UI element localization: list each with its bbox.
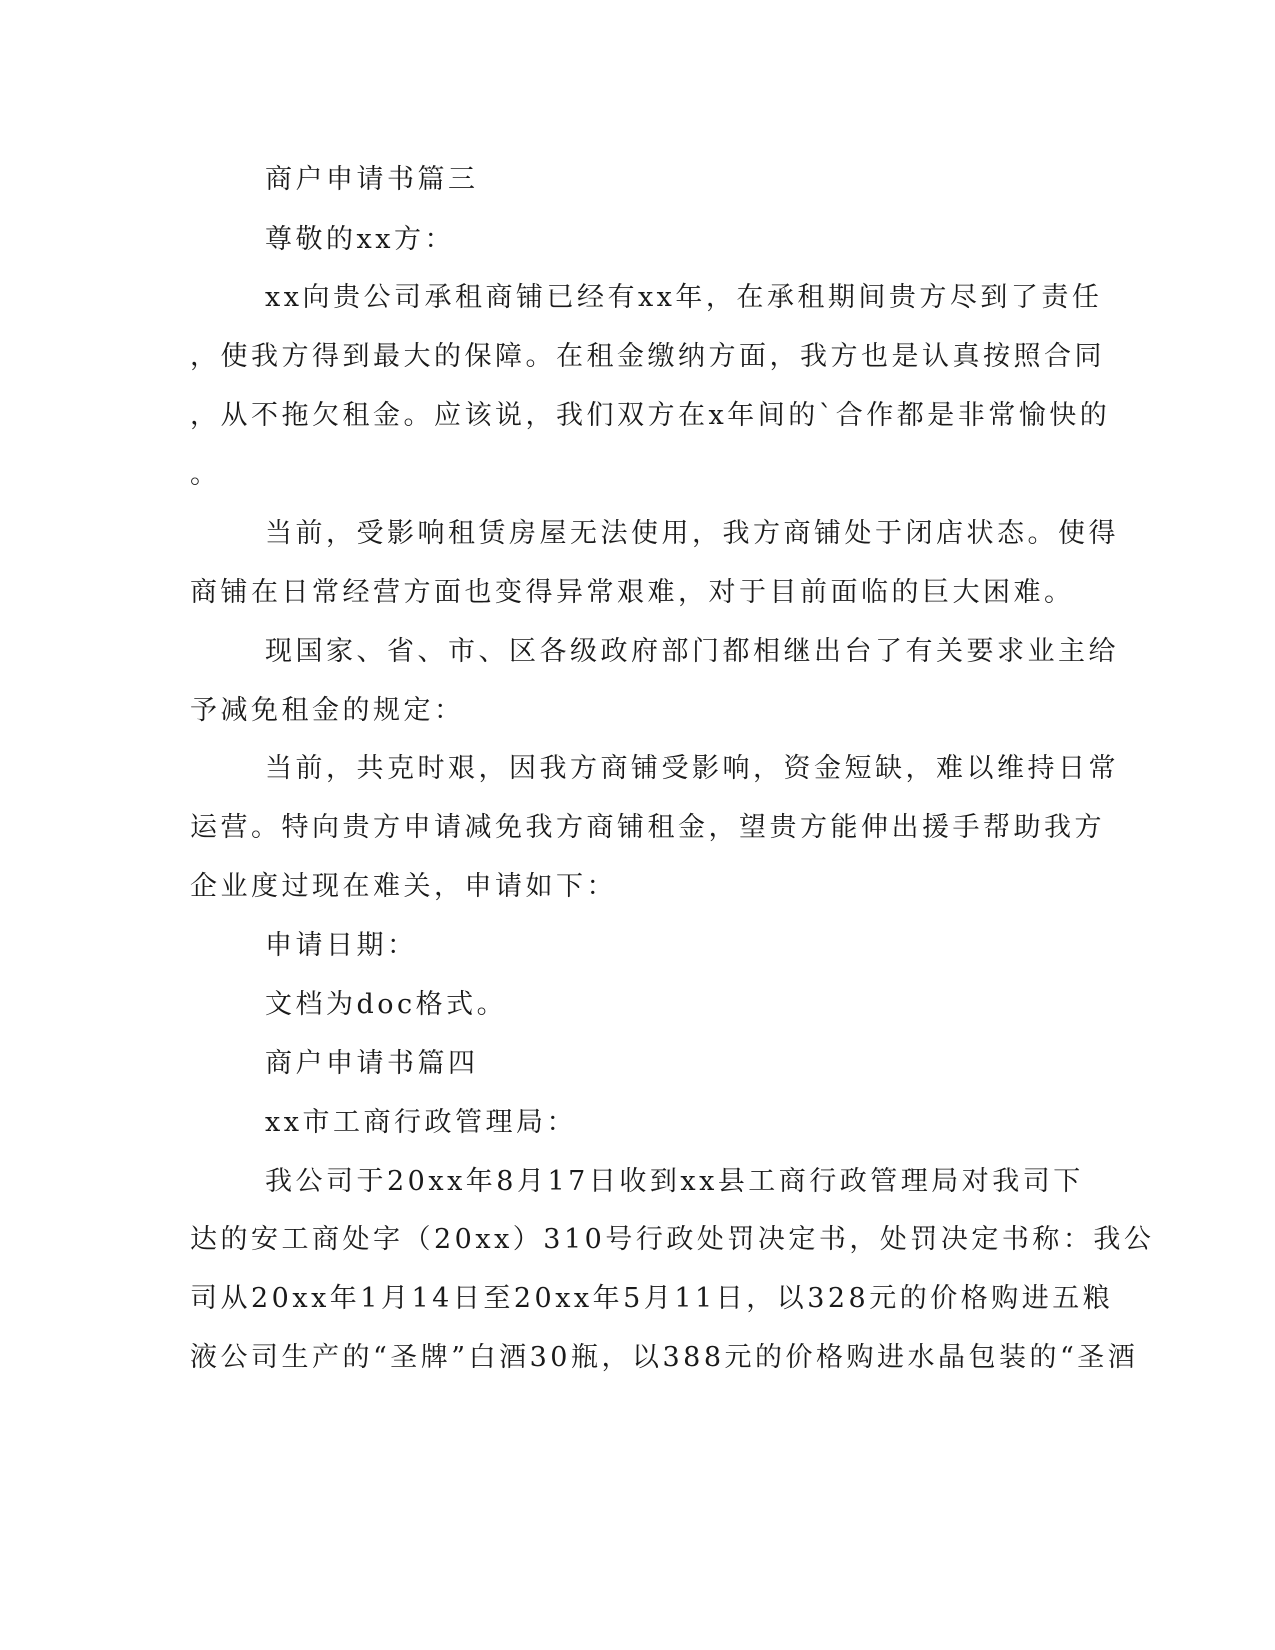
body-line: ，从不拖欠租金。应该说，我们双方在x年间的`合作都是非常愉快的 xyxy=(190,400,1111,431)
salutation-line: 尊敬的xx方： xyxy=(265,224,455,255)
application-date-label: 申请日期： xyxy=(265,930,418,961)
body-line: 当前，共克时艰，因我方商铺受影响，资金短缺，难以维持日常 xyxy=(265,753,1119,784)
body-line: 商铺在日常经营方面也变得异常艰难，对于目前面临的巨大困难。 xyxy=(190,577,1075,608)
body-line: 现国家、省、市、区各级政府部门都相继出台了有关要求业主给 xyxy=(265,636,1119,667)
body-line: 予减免租金的规定： xyxy=(190,695,465,726)
body-line: xx向贵公司承租商铺已经有xx年，在承租期间贵方尽到了责任 xyxy=(265,282,1103,313)
section-heading-four: 商户申请书篇四 xyxy=(265,1048,479,1079)
body-line: 司从20xx年1月14日至20xx年5月11日，以328元的价格购进五粮 xyxy=(190,1283,1114,1314)
body-line: 达的安工商处字（20xx）310号行政处罚决定书，处罚决定书称：我公 xyxy=(190,1224,1155,1255)
recipient-line: xx市工商行政管理局： xyxy=(265,1107,577,1138)
format-note: 文档为doc格式。 xyxy=(265,989,508,1020)
body-line: ，使我方得到最大的保障。在租金缴纳方面，我方也是认真按照合同 xyxy=(190,341,1105,372)
body-line: 运营。特向贵方申请减免我方商铺租金，望贵方能伸出援手帮助我方 xyxy=(190,812,1105,843)
body-line: 。 xyxy=(190,459,221,490)
body-line: 液公司生产的“圣牌”白酒30瓶，以388元的价格购进水晶包装的“圣酒 xyxy=(190,1342,1139,1373)
body-line: 我公司于20xx年8月17日收到xx县工商行政管理局对我司下 xyxy=(265,1166,1084,1197)
body-line: 企业度过现在难关，申请如下： xyxy=(190,871,617,902)
section-heading-three: 商户申请书篇三 xyxy=(265,164,479,195)
body-line: 当前，受影响租赁房屋无法使用，我方商铺处于闭店状态。使得 xyxy=(265,518,1119,549)
